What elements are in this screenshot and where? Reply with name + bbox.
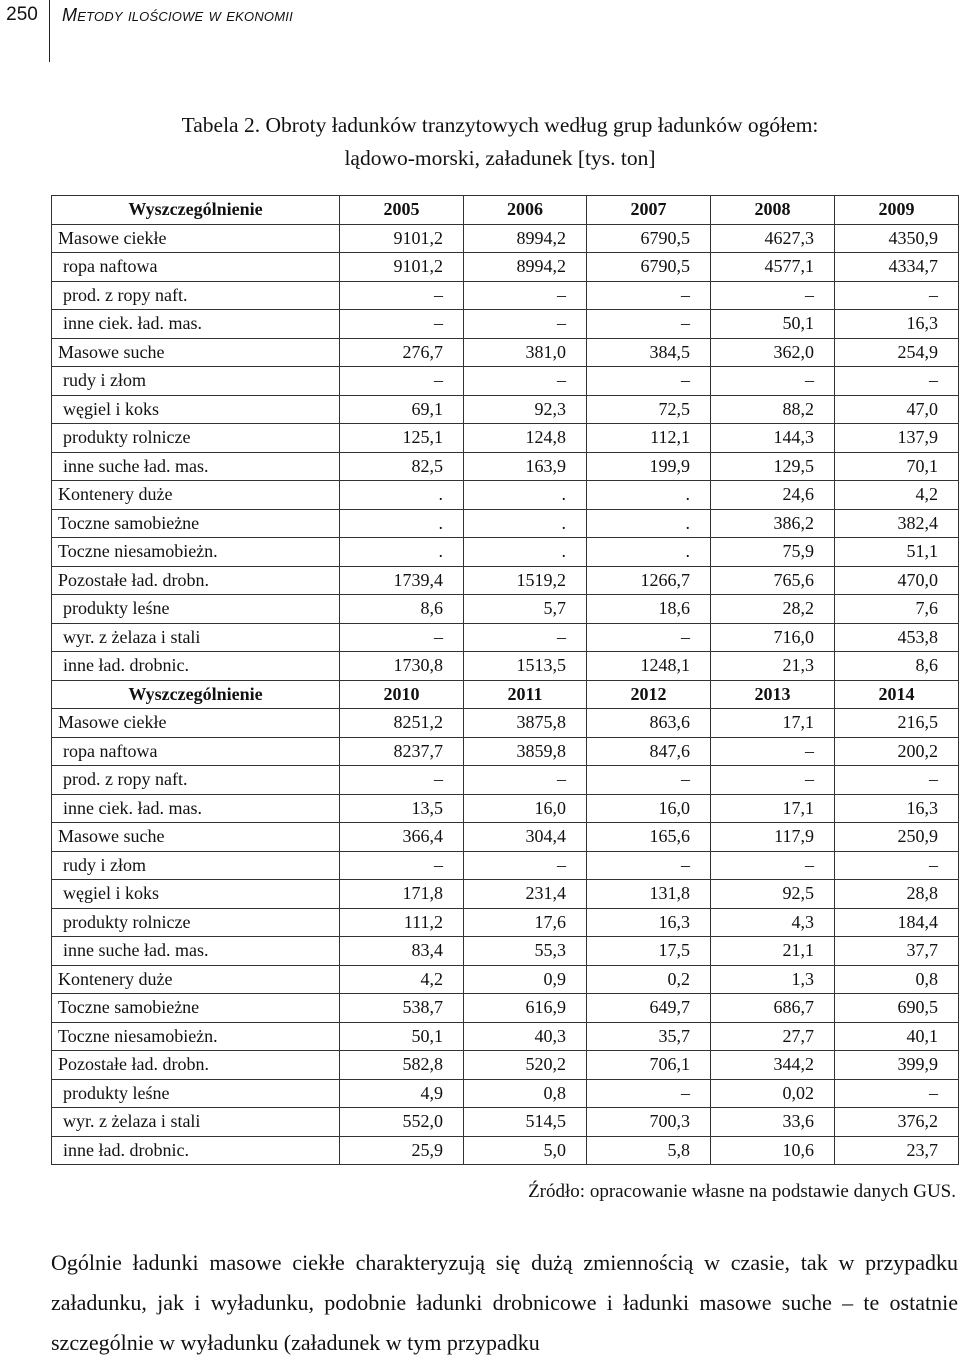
value-cell: 366,4 — [340, 823, 464, 852]
value-cell: 5,8 — [587, 1136, 711, 1165]
table-row — [52, 509, 959, 538]
value-cell: 765,6 — [711, 566, 835, 595]
row-label: ropa naftowa — [52, 253, 340, 282]
table-row — [52, 538, 959, 567]
row-label: inne ład. drobnic. — [52, 652, 340, 681]
header-cell-year: 2010 — [340, 680, 464, 709]
table-row — [52, 566, 959, 595]
value-cell: 50,1 — [711, 310, 835, 339]
value-cell: 706,1 — [587, 1051, 711, 1080]
table-row — [52, 424, 959, 453]
value-cell: 13,5 — [340, 794, 464, 823]
value-cell: . — [587, 509, 711, 538]
value-cell: 50,1 — [340, 1022, 464, 1051]
value-cell: – — [711, 766, 835, 795]
value-cell: 165,6 — [587, 823, 711, 852]
row-label: rudy i złom — [52, 851, 340, 880]
value-cell: – — [587, 367, 711, 396]
table-row — [52, 737, 959, 766]
value-cell: 362,0 — [711, 338, 835, 367]
row-label: wyr. z żelaza i stali — [52, 623, 340, 652]
row-label: Pozostałe ład. drobn. — [52, 566, 340, 595]
header-cell-year: 2014 — [835, 680, 959, 709]
row-label: węgiel i koks — [52, 880, 340, 909]
body-paragraph: Ogólnie ładunki masowe ciekłe charakteryzują się dużą zmiennością w czasie, tak w przypadku załadunku, jak i wyładunku, podobnie ładunki drobnicowe i ładunki masowe suche – te ostatnie szczególnie w wyładunku (załadunek w tym przypadku — [51, 1250, 958, 1355]
value-cell: 0,02 — [711, 1079, 835, 1108]
table-header-row — [52, 196, 959, 225]
table-row — [52, 224, 959, 253]
value-cell: 716,0 — [711, 623, 835, 652]
row-label: Toczne samobieżne — [52, 509, 340, 538]
value-cell: 690,5 — [835, 994, 959, 1023]
table-row — [52, 1079, 959, 1108]
value-cell: 21,1 — [711, 937, 835, 966]
value-cell: 124,8 — [464, 424, 587, 453]
value-cell: 520,2 — [464, 1051, 587, 1080]
value-cell: 6790,5 — [587, 224, 711, 253]
value-cell: . — [464, 538, 587, 567]
value-cell: – — [464, 851, 587, 880]
value-cell: 17,1 — [711, 794, 835, 823]
value-cell: 23,7 — [835, 1136, 959, 1165]
value-cell: – — [711, 281, 835, 310]
value-cell: 4334,7 — [835, 253, 959, 282]
value-cell: 4,3 — [711, 908, 835, 937]
row-label: prod. z ropy naft. — [52, 281, 340, 310]
table-row — [52, 338, 959, 367]
value-cell: 470,0 — [835, 566, 959, 595]
value-cell: 0,8 — [464, 1079, 587, 1108]
row-label: węgiel i koks — [52, 395, 340, 424]
row-label: Masowe ciekłe — [52, 224, 340, 253]
header-cell-year: 2008 — [711, 196, 835, 225]
value-cell: – — [835, 851, 959, 880]
value-cell: 10,6 — [711, 1136, 835, 1165]
value-cell: – — [587, 281, 711, 310]
value-cell: 8,6 — [835, 652, 959, 681]
value-cell: – — [340, 623, 464, 652]
row-label: Toczne samobieżne — [52, 994, 340, 1023]
table-row — [52, 1051, 959, 1080]
running-title: Metody ilościowe w ekonomii — [62, 5, 293, 25]
table-row — [52, 709, 959, 738]
value-cell: – — [464, 766, 587, 795]
table-row — [52, 367, 959, 396]
value-cell: 137,9 — [835, 424, 959, 453]
header-cell-year: 2009 — [835, 196, 959, 225]
value-cell: 131,8 — [587, 880, 711, 909]
value-cell: . — [587, 481, 711, 510]
value-cell: 35,7 — [587, 1022, 711, 1051]
value-cell: 8,6 — [340, 595, 464, 624]
table-row — [52, 1022, 959, 1051]
value-cell: 1519,2 — [464, 566, 587, 595]
value-cell: – — [835, 1079, 959, 1108]
value-cell: 5,7 — [464, 595, 587, 624]
table-row — [52, 452, 959, 481]
value-cell: 83,4 — [340, 937, 464, 966]
row-label: produkty leśne — [52, 1079, 340, 1108]
value-cell: 75,9 — [711, 538, 835, 567]
value-cell: 381,0 — [464, 338, 587, 367]
value-cell: 1248,1 — [587, 652, 711, 681]
value-cell: 21,3 — [711, 652, 835, 681]
value-cell: . — [464, 481, 587, 510]
value-cell: 40,1 — [835, 1022, 959, 1051]
value-cell: 250,9 — [835, 823, 959, 852]
table-row — [52, 794, 959, 823]
row-label: Kontenery duże — [52, 481, 340, 510]
value-cell: 184,4 — [835, 908, 959, 937]
table-row — [52, 481, 959, 510]
value-cell: 16,0 — [464, 794, 587, 823]
value-cell: 17,1 — [711, 709, 835, 738]
value-cell: . — [340, 538, 464, 567]
row-label: Pozostałe ład. drobn. — [52, 1051, 340, 1080]
table-row — [52, 310, 959, 339]
value-cell: 1,3 — [711, 965, 835, 994]
transit-cargo-table — [51, 195, 959, 1165]
header-cell-year: 2013 — [711, 680, 835, 709]
table-header-row — [52, 680, 959, 709]
value-cell: 92,5 — [711, 880, 835, 909]
row-label: inne suche ład. mas. — [52, 452, 340, 481]
row-label: produkty leśne — [52, 595, 340, 624]
value-cell: 70,1 — [835, 452, 959, 481]
value-cell: 4627,3 — [711, 224, 835, 253]
row-label: ropa naftowa — [52, 737, 340, 766]
table-row — [52, 851, 959, 880]
value-cell: 9101,2 — [340, 224, 464, 253]
value-cell: 4,9 — [340, 1079, 464, 1108]
value-cell: 16,0 — [587, 794, 711, 823]
value-cell: 4,2 — [340, 965, 464, 994]
row-label: rudy i złom — [52, 367, 340, 396]
row-label: prod. z ropy naft. — [52, 766, 340, 795]
value-cell: 4,2 — [835, 481, 959, 510]
value-cell: – — [340, 766, 464, 795]
row-label: inne ład. drobnic. — [52, 1136, 340, 1165]
value-cell: 3859,8 — [464, 737, 587, 766]
value-cell: – — [587, 1079, 711, 1108]
row-label: Toczne niesamobieżn. — [52, 538, 340, 567]
value-cell: 200,2 — [835, 737, 959, 766]
value-cell: 376,2 — [835, 1108, 959, 1137]
value-cell: 8994,2 — [464, 224, 587, 253]
table-row — [52, 880, 959, 909]
value-cell: 117,9 — [711, 823, 835, 852]
value-cell: 16,3 — [587, 908, 711, 937]
value-cell: – — [835, 766, 959, 795]
row-label: Masowe ciekłe — [52, 709, 340, 738]
value-cell: 616,9 — [464, 994, 587, 1023]
value-cell: 125,1 — [340, 424, 464, 453]
caption-line-2: lądowo-morski, załadunek [tys. ton] — [344, 146, 656, 170]
value-cell: 28,8 — [835, 880, 959, 909]
value-cell: 0,8 — [835, 965, 959, 994]
value-cell: 453,8 — [835, 623, 959, 652]
value-cell: 129,5 — [711, 452, 835, 481]
value-cell: 72,5 — [587, 395, 711, 424]
value-cell: 7,6 — [835, 595, 959, 624]
value-cell: 649,7 — [587, 994, 711, 1023]
value-cell: – — [340, 310, 464, 339]
value-cell: – — [464, 310, 587, 339]
value-cell: 199,9 — [587, 452, 711, 481]
value-cell: 9101,2 — [340, 253, 464, 282]
value-cell: 47,0 — [835, 395, 959, 424]
value-cell: 0,2 — [587, 965, 711, 994]
value-cell: 40,3 — [464, 1022, 587, 1051]
value-cell: 88,2 — [711, 395, 835, 424]
value-cell: 51,1 — [835, 538, 959, 567]
value-cell: 399,9 — [835, 1051, 959, 1080]
value-cell: 25,9 — [340, 1136, 464, 1165]
header-cell-year: 2011 — [464, 680, 587, 709]
value-cell: 0,9 — [464, 965, 587, 994]
table-row — [52, 652, 959, 681]
value-cell: – — [464, 623, 587, 652]
value-cell: . — [587, 538, 711, 567]
row-label: produkty rolnicze — [52, 908, 340, 937]
value-cell: 1739,4 — [340, 566, 464, 595]
page-header — [0, 0, 960, 62]
value-cell: – — [587, 851, 711, 880]
value-cell: 384,5 — [587, 338, 711, 367]
row-label: wyr. z żelaza i stali — [52, 1108, 340, 1137]
value-cell: 8251,2 — [340, 709, 464, 738]
value-cell: 552,0 — [340, 1108, 464, 1137]
header-cell-year: 2007 — [587, 196, 711, 225]
value-cell: 254,9 — [835, 338, 959, 367]
header-cell-year: 2006 — [464, 196, 587, 225]
value-cell: 8994,2 — [464, 253, 587, 282]
table-row — [52, 908, 959, 937]
value-cell: 344,2 — [711, 1051, 835, 1080]
value-cell: 17,5 — [587, 937, 711, 966]
value-cell: 538,7 — [340, 994, 464, 1023]
value-cell: 700,3 — [587, 1108, 711, 1137]
value-cell: 582,8 — [340, 1051, 464, 1080]
value-cell: 55,3 — [464, 937, 587, 966]
table-row — [52, 1136, 959, 1165]
value-cell: . — [340, 481, 464, 510]
table-row — [52, 965, 959, 994]
value-cell: 37,7 — [835, 937, 959, 966]
caption-line-1: Tabela 2. Obroty ładunków tranzytowych według grup ładunków ogółem: — [181, 113, 819, 137]
table-row — [52, 281, 959, 310]
value-cell: 1266,7 — [587, 566, 711, 595]
value-cell: – — [835, 281, 959, 310]
value-cell: 231,4 — [464, 880, 587, 909]
value-cell: 27,7 — [711, 1022, 835, 1051]
value-cell: 111,2 — [340, 908, 464, 937]
value-cell: – — [340, 281, 464, 310]
row-label: Toczne niesamobieżn. — [52, 1022, 340, 1051]
value-cell: – — [340, 851, 464, 880]
value-cell: 386,2 — [711, 509, 835, 538]
value-cell: 28,2 — [711, 595, 835, 624]
value-cell: 171,8 — [340, 880, 464, 909]
table-row — [52, 994, 959, 1023]
value-cell: 304,4 — [464, 823, 587, 852]
value-cell: 514,5 — [464, 1108, 587, 1137]
value-cell: – — [340, 367, 464, 396]
value-cell: – — [711, 737, 835, 766]
value-cell: 144,3 — [711, 424, 835, 453]
value-cell: . — [340, 509, 464, 538]
row-label: inne suche ład. mas. — [52, 937, 340, 966]
value-cell: . — [464, 509, 587, 538]
value-cell: 69,1 — [340, 395, 464, 424]
table-row — [52, 766, 959, 795]
table-row — [52, 395, 959, 424]
row-label: produkty rolnicze — [52, 424, 340, 453]
value-cell: 8237,7 — [340, 737, 464, 766]
table-row — [52, 823, 959, 852]
value-cell: 686,7 — [711, 994, 835, 1023]
value-cell: 33,6 — [711, 1108, 835, 1137]
value-cell: – — [464, 281, 587, 310]
table-row — [52, 623, 959, 652]
header-cell-year: 2005 — [340, 196, 464, 225]
table-row — [52, 595, 959, 624]
value-cell: – — [587, 766, 711, 795]
value-cell: 24,6 — [711, 481, 835, 510]
row-label: Masowe suche — [52, 823, 340, 852]
table-body — [52, 196, 959, 1165]
header-cell-label: Wyszczególnienie — [52, 680, 340, 709]
value-cell: 216,5 — [835, 709, 959, 738]
header-cell-year: 2012 — [587, 680, 711, 709]
value-cell: 18,6 — [587, 595, 711, 624]
source-note: Źródło: opracowanie własne na podstawie danych GUS. — [528, 1181, 956, 1202]
value-cell: 163,9 — [464, 452, 587, 481]
value-cell: 4350,9 — [835, 224, 959, 253]
value-cell: 276,7 — [340, 338, 464, 367]
value-cell: – — [711, 851, 835, 880]
row-label: Masowe suche — [52, 338, 340, 367]
value-cell: – — [835, 367, 959, 396]
table-row — [52, 253, 959, 282]
value-cell: 1513,5 — [464, 652, 587, 681]
value-cell: 847,6 — [587, 737, 711, 766]
header-divider — [49, 0, 50, 62]
value-cell: 4577,1 — [711, 253, 835, 282]
row-label: Kontenery duże — [52, 965, 340, 994]
value-cell: 3875,8 — [464, 709, 587, 738]
table-caption — [0, 109, 960, 175]
table-row — [52, 1108, 959, 1137]
header-cell-label: Wyszczególnienie — [52, 196, 340, 225]
value-cell: 6790,5 — [587, 253, 711, 282]
value-cell: – — [464, 367, 587, 396]
value-cell: 16,3 — [835, 794, 959, 823]
value-cell: 92,3 — [464, 395, 587, 424]
page-number: 250 — [6, 4, 38, 25]
table-row — [52, 937, 959, 966]
value-cell: – — [587, 310, 711, 339]
value-cell: – — [587, 623, 711, 652]
value-cell: 382,4 — [835, 509, 959, 538]
row-label: inne ciek. ład. mas. — [52, 794, 340, 823]
value-cell: 112,1 — [587, 424, 711, 453]
value-cell: 16,3 — [835, 310, 959, 339]
value-cell: – — [711, 367, 835, 396]
value-cell: 5,0 — [464, 1136, 587, 1165]
value-cell: 1730,8 — [340, 652, 464, 681]
value-cell: 17,6 — [464, 908, 587, 937]
value-cell: 82,5 — [340, 452, 464, 481]
row-label: inne ciek. ład. mas. — [52, 310, 340, 339]
value-cell: 863,6 — [587, 709, 711, 738]
